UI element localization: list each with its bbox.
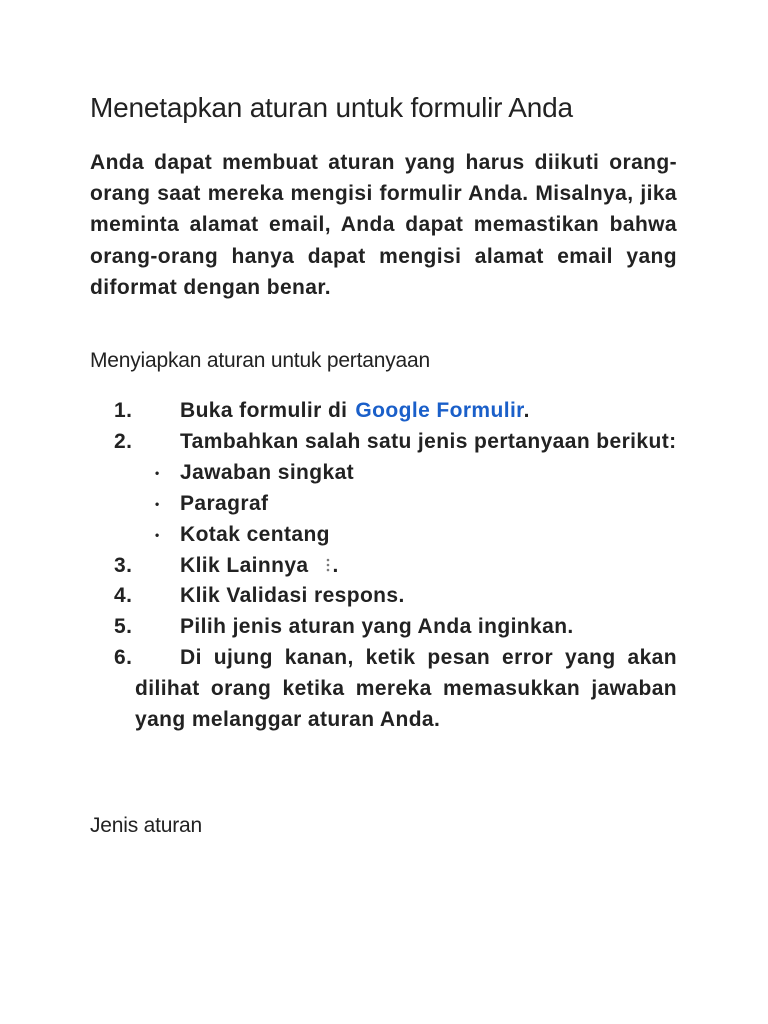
step-item-2 (90, 427, 677, 551)
question-type-label: Kotak centang (180, 522, 330, 546)
step-text: Klik Lainnya (180, 553, 309, 577)
google-forms-link[interactable]: Google Formulir (355, 399, 524, 422)
step-number: 3. (114, 553, 133, 577)
page-title: Menetapkan aturan untuk formulir Anda (90, 92, 573, 123)
list-item (135, 520, 677, 551)
more-vert-icon (323, 553, 333, 571)
step-item-6 (90, 643, 677, 736)
bullet-icon: • (155, 496, 160, 511)
step-text: Tambahkan salah satu jenis pertanyaan berikut: (180, 429, 677, 453)
step-number: 6. (114, 646, 133, 670)
step-number: 1. (114, 399, 133, 422)
step-number: 2. (114, 429, 133, 453)
step-suffix: . (523, 399, 530, 422)
step-text: Klik Validasi respons. (180, 584, 405, 608)
list-item (135, 489, 677, 520)
steps-list (90, 396, 677, 736)
step-suffix: . (332, 553, 339, 577)
list-item (135, 458, 677, 489)
step-item-4 (90, 581, 677, 612)
question-type-label: Jawaban singkat (180, 460, 355, 484)
section-heading-rules-setup: Menyiapkan aturan untuk pertanyaan (90, 349, 430, 372)
intro-paragraph: Anda dapat membuat aturan yang harus diikuti orang-orang saat mereka mengisi formulir Anda. Misalnya, jika meminta alamat email, Anda dapat memastikan bahwa orang-orang hanya dapat mengisi alamat email yang diformat dengan benar. (90, 151, 677, 299)
step-item-5 (90, 612, 677, 643)
step-number: 4. (114, 584, 133, 608)
step-text: Pilih jenis aturan yang Anda inginkan. (180, 615, 574, 639)
question-type-label: Paragraf (180, 491, 269, 515)
step-number: 5. (114, 615, 133, 639)
step-item-3 (90, 551, 677, 582)
section-heading-rule-types: Jenis aturan (90, 814, 203, 837)
bullet-icon: • (155, 527, 160, 542)
question-types-list (135, 458, 677, 551)
step-item-1 (90, 396, 677, 427)
bullet-icon: • (155, 465, 160, 480)
step-text: Buka formulir di (180, 399, 348, 422)
step-text: Di ujung kanan, ketik pesan error yang akan dilihat orang ketika mereka memasukkan jawaban yang melanggar aturan Anda. (135, 646, 677, 732)
